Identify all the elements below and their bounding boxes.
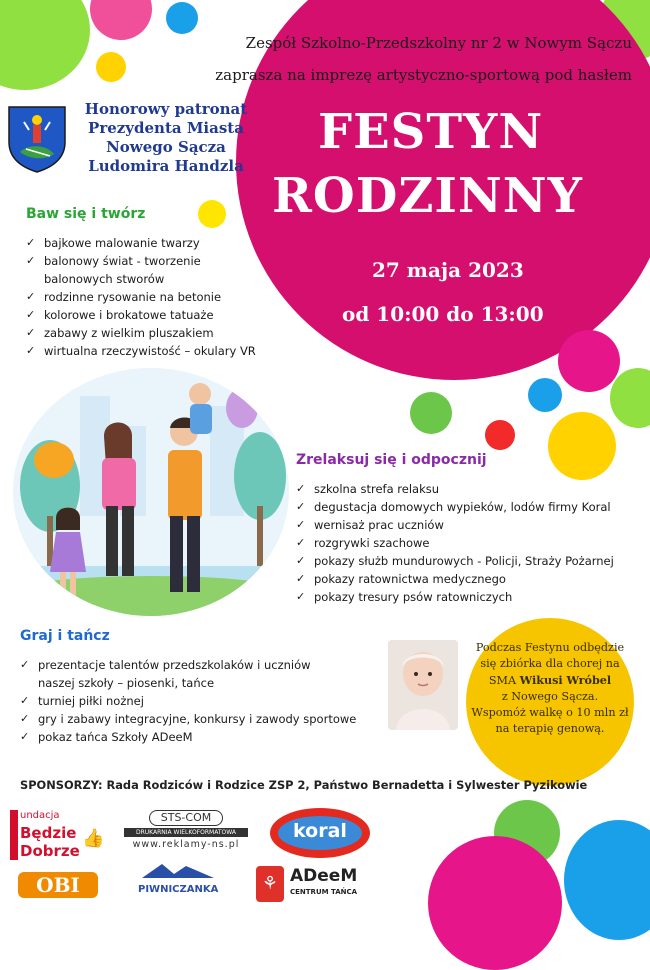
decor-dot-yellow <box>96 52 126 82</box>
logo-fundacja-word1: Będzie <box>20 824 77 842</box>
logo-sts-com-url: www.reklamy-ns.pl <box>132 839 240 850</box>
logo-koral-text: koral <box>293 820 347 842</box>
thumbs-up-icon: 👍 <box>82 828 105 849</box>
decor-dot-magenta-bottom <box>428 836 562 970</box>
logo-piwniczanka-text: PIWNICZANKA <box>138 884 219 895</box>
invitation-line: zaprasza na imprezę artystyczno-sportową pod hasłem <box>215 66 632 84</box>
decor-dot-magenta <box>558 330 620 392</box>
list-item: ✓ gry i zabawy integracyjne, konkursy i zawody sportowe <box>20 710 380 728</box>
logo-sts-com-sub: DRUKARNIA WIELKOFORMATOWA <box>124 828 248 837</box>
decor-dot-yellow-small <box>198 200 226 228</box>
charity-line: z Nowego Sącza. <box>501 690 599 703</box>
patronage-line: Nowego Sącza <box>106 138 226 156</box>
charity-line <box>466 672 634 689</box>
logo-koral <box>270 808 370 858</box>
decor-dot-green <box>0 0 90 90</box>
logo-obi-text: OBI <box>36 873 80 897</box>
sponsors-label: SPONSORZY: <box>20 778 103 792</box>
dancer-icon: ⚘ <box>256 866 284 902</box>
charity-person-name: Wikusi Wróbel <box>519 673 612 687</box>
charity-line: Wspomóż walkę o 10 mln zł <box>471 706 629 719</box>
coat-of-arms <box>6 104 68 174</box>
sponsors-line <box>20 778 587 792</box>
list-item: ✓ balonowy świat - tworzenie <box>26 252 286 270</box>
logo-adeem <box>256 862 366 906</box>
patronage-line: Prezydenta Miasta <box>88 119 244 137</box>
decor-dot-pink <box>90 0 152 40</box>
list-item: ✓ turniej piłki nożnej <box>20 692 380 710</box>
decor-dot-green-mid <box>610 368 650 428</box>
list-item: ✓ rodzinne rysowanie na betonie <box>26 288 286 306</box>
logo-fundacja <box>10 810 105 864</box>
logo-obi <box>18 872 98 898</box>
decor-dot-green2 <box>410 392 452 434</box>
patronage-block <box>76 100 256 176</box>
list-baw <box>26 234 286 360</box>
list-item: ✓ wirtualna rzeczywistość – okulary VR <box>26 342 286 360</box>
decor-dot-blue <box>166 2 198 34</box>
decor-dot-yellow2 <box>548 412 616 480</box>
event-date: 27 maja 2023 <box>372 258 524 282</box>
logo-adeem-sub: CENTRUM TAŃCA <box>290 888 358 896</box>
baby-photo <box>388 640 458 730</box>
list-item-continuation: balonowych stworów <box>44 272 165 286</box>
logo-adeem-text: ADeeM <box>290 866 358 886</box>
decor-dot-blue2 <box>528 378 562 412</box>
list-item: ✓ pokazy służb mundurowych - Policji, Straży Pożarnej <box>296 552 636 570</box>
list-item: ✓ kolorowe i brokatowe tatuaże <box>26 306 286 324</box>
title-line-1: FESTYN <box>318 104 544 160</box>
list-item: ✓ rozgrywki szachowe <box>296 534 636 552</box>
logo-piwniczanka <box>138 860 218 904</box>
title-line-2: RODZINNY <box>272 168 583 224</box>
patronage-line: Honorowy patronat <box>84 100 248 118</box>
section-heading-graj: Graj i tańcz <box>20 628 110 644</box>
list-item: ✓ degustacja domowych wypieków, lodów firmy Koral <box>296 498 636 516</box>
list-item: ✓ wernisaż prac uczniów <box>296 516 636 534</box>
mountain-icon <box>138 860 218 880</box>
family-illustration <box>10 366 292 618</box>
logo-fundacja-word2: Dobrze <box>20 842 80 860</box>
event-time: od 10:00 do 13:00 <box>342 302 544 326</box>
charity-text <box>466 640 634 737</box>
list-item: ✓ zabawy z wielkim pluszakiem <box>26 324 286 342</box>
list-item: ✓ bajkowe malowanie twarzy <box>26 234 286 252</box>
charity-line: się zbiórka dla chorej na <box>480 657 620 670</box>
patronage-line: Ludomira Handzla <box>88 157 244 175</box>
list-item: ✓ prezentacje talentów przedszkolaków i uczniów <box>20 656 380 674</box>
organizer-line: Zespół Szkolno-Przedszkolny nr 2 w Nowym Sączu <box>245 34 632 52</box>
list-item: ✓ pokazy tresury psów ratowniczych <box>296 588 636 606</box>
decor-dot-red <box>485 420 515 450</box>
charity-prefix: SMA <box>488 674 520 687</box>
charity-line: Podczas Festynu odbędzie <box>475 641 625 654</box>
list-item: ✓ pokaz tańca Szkoły ADeeM <box>20 728 380 746</box>
charity-line: na terapię genową. <box>495 722 605 735</box>
sponsors-text: Rada Rodziców i Rodzice ZSP 2, Państwo Bernadetta i Sylwester Pyzikowie <box>106 778 588 792</box>
list-item: ✓ pokazy ratownictwa medycznego <box>296 570 636 588</box>
section-heading-baw: Baw się i twórz <box>26 206 146 222</box>
decor-dot-blue-bottom <box>564 820 650 940</box>
list-item: ✓ szkolna strefa relaksu <box>296 480 636 498</box>
list-relax <box>296 480 636 606</box>
section-heading-relax: Zrelaksuj się i odpocznij <box>296 452 487 468</box>
list-graj <box>20 656 380 746</box>
logo-sts-com <box>124 810 248 854</box>
list-item-continuation: naszej szkoły – piosenki, tańce <box>38 676 215 690</box>
logo-sts-com-name: STS-COM <box>149 810 223 826</box>
logo-fundacja-small: undacja <box>20 810 60 821</box>
